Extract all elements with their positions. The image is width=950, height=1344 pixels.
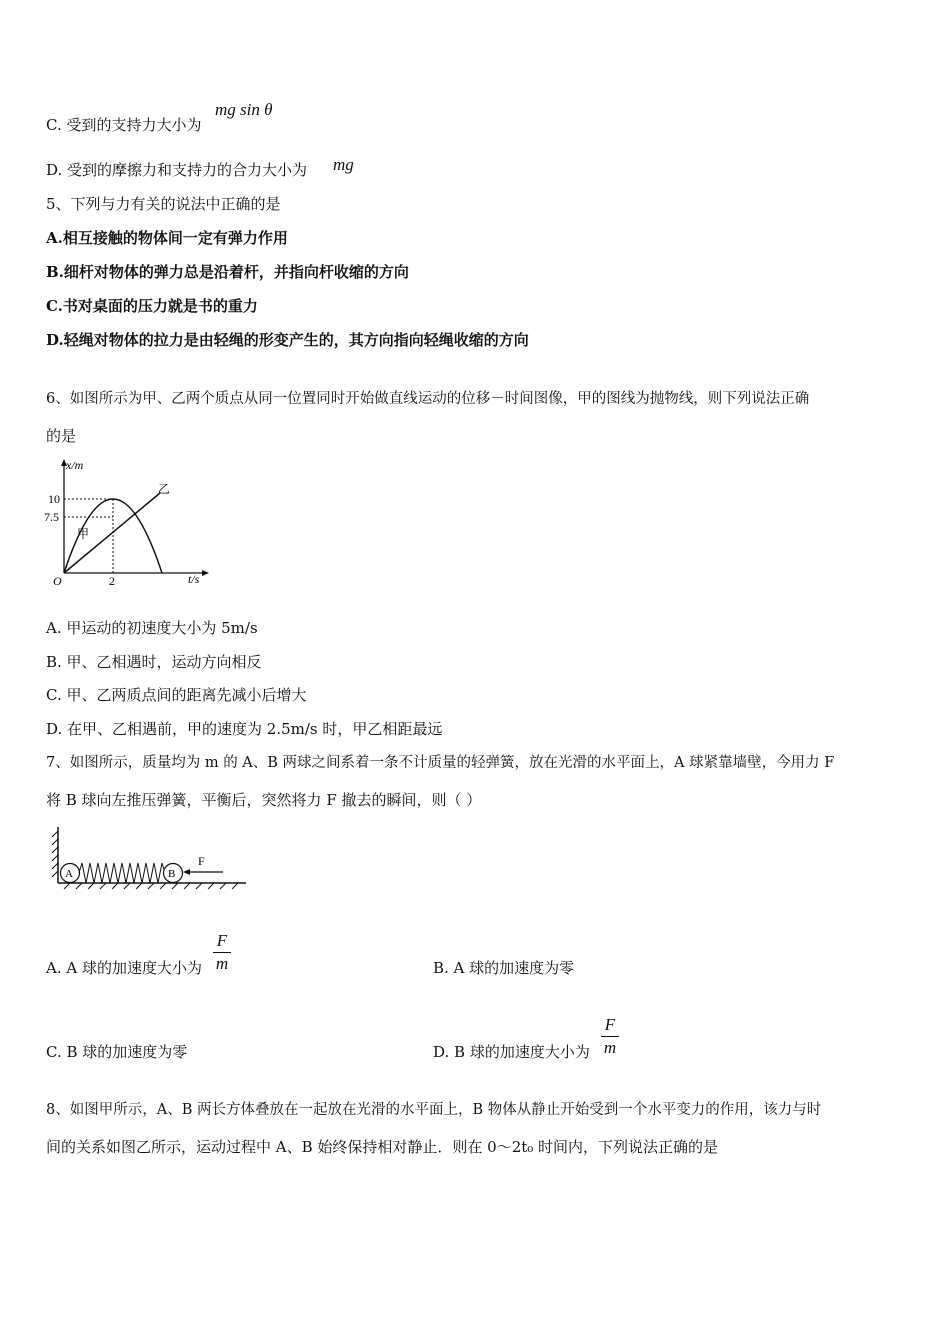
q4-option-c (46, 115, 201, 135)
q7-stem-line1: 7、如图所示，质量均为 m 的 A、B 两球之间系着一条不计质量的轻弹簧，放在光滑的水平面上，A 球紧靠墙壁，今用力 F (46, 755, 835, 771)
q6-option-d: D. 在甲、乙相遇前，甲的速度为 2.5m/s 时，甲乙相距最远 (46, 720, 443, 738)
q4-option-d-formula: mg (333, 155, 354, 174)
graph-tick-7-5: 7.5 (44, 510, 59, 524)
fraction-numerator: F (216, 931, 228, 950)
fraction-bar (213, 952, 231, 953)
q5-option-c: C.书对桌面的压力就是书的重力 (46, 297, 258, 315)
q7-option-d: D. B 球的加速度大小为 (433, 1043, 590, 1061)
ball-b-label: B (168, 868, 176, 880)
q6-option-b: B. 甲、乙相遇时，运动方向相反 (46, 653, 262, 671)
wall-hatching (52, 831, 58, 877)
q5-option-d: D.轻绳对物体的拉力是由轻绳的形变产生的，其方向指向轻绳收缩的方向 (46, 331, 529, 349)
graph-label-yi: 乙 (158, 482, 171, 496)
fraction-denominator: m (215, 954, 229, 973)
force-label: F (198, 854, 205, 868)
q4-option-c-text: C. 受到的支持力大小为 (46, 116, 202, 134)
q5-option-b: B.细杆对物体的弹力总是沿着杆，并指向杆收缩的方向 (46, 263, 409, 281)
q7-option-d-fraction (601, 1015, 619, 1058)
q4-option-d (46, 160, 307, 180)
q6-option-a: A. 甲运动的初速度大小为 5m/s (46, 619, 258, 637)
force-arrowhead-icon (183, 869, 190, 875)
graph-tick-10: 10 (48, 492, 60, 506)
fraction-bar (601, 1036, 619, 1037)
q7-spring-figure (48, 825, 253, 890)
q8-stem-line1: 8、如图甲所示，A、B 两长方体叠放在一起放在光滑的水平面上，B 物体从静止开始受到一个水平变力的作用，该力与时 (46, 1102, 822, 1118)
graph-tick-2: 2 (109, 574, 115, 588)
q6-stem-line2: 的是 (46, 427, 77, 445)
graph-y-label: x/m (66, 458, 84, 472)
q7-option-b: B. A 球的加速度为零 (433, 959, 575, 977)
fraction-denominator: m (603, 1038, 617, 1057)
q7-option-a-fraction (213, 931, 231, 974)
graph-label-jia: 甲 (77, 527, 90, 541)
q6-stem-line1: 6、如图所示为甲、乙两个质点从同一位置同时开始做直线运动的位移－时间图像，甲的图线为抛物线，则下列说法正确 (46, 391, 810, 407)
graph-x-axis-arrow-icon (202, 570, 209, 576)
q7-stem-line2: 将 B 球向左推压弹簧，平衡后，突然将力 F 撤去的瞬间，则（ ） (46, 791, 482, 809)
spring (79, 863, 165, 883)
q8-stem-line2: 间的关系如图乙所示，运动过程中 A、B 始终保持相对静止．则在 0～2t₀ 时间内，下列说法正确的是 (46, 1138, 719, 1156)
floor-hatching (64, 883, 238, 889)
q7-option-c: C. B 球的加速度为零 (46, 1043, 188, 1061)
q4-option-d-text: D. 受到的摩擦力和支持力的合力大小为 (46, 161, 308, 179)
fraction-numerator: F (604, 1015, 616, 1034)
graph-origin-label: O (53, 574, 62, 588)
q6-xt-graph (40, 455, 210, 590)
q4-option-c-formula: mg sin θ (215, 100, 273, 119)
graph-x-label: t/s (188, 572, 200, 586)
q5-option-a: A.相互接触的物体间一定有弹力作用 (46, 229, 288, 247)
ball-a-label: A (65, 868, 73, 880)
q7-option-a: A. A 球的加速度大小为 (46, 959, 202, 977)
q6-option-c: C. 甲、乙两质点间的距离先减小后增大 (46, 686, 307, 704)
q5-stem: 5、下列与力有关的说法中正确的是 (46, 195, 281, 213)
